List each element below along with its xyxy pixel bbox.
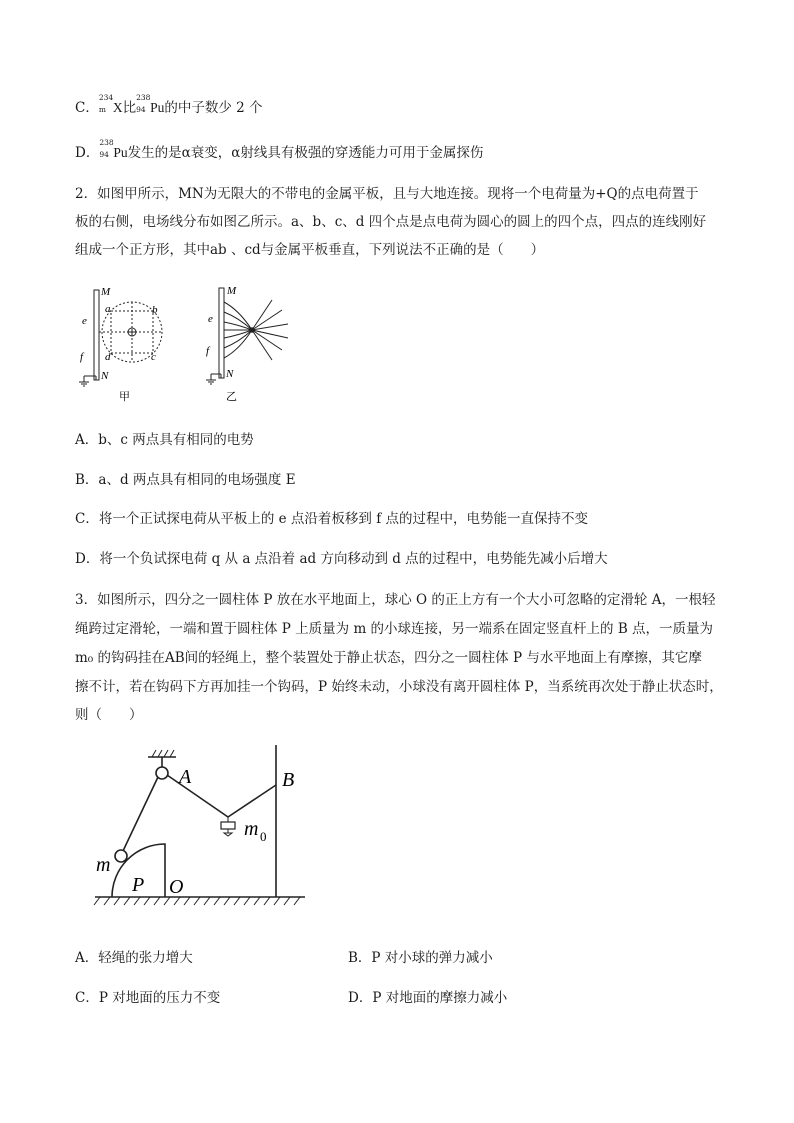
- caption-yi: 乙: [226, 391, 237, 403]
- q3-option-c: C．P 对地面的压力不变: [75, 990, 221, 1006]
- q2-stem-line-3: 组成一个正方形，其中ab 、cd与金属平板垂直，下列说法不正确的是（ ）: [75, 242, 545, 258]
- q3-stem-line-4: 擦不计，若在钩码下方再加挂一个钩码，P 始终未动，小球没有离开圆柱体 P，当系统再次处于静止状态时，: [75, 679, 723, 695]
- label-m: m: [96, 854, 111, 876]
- rope-to-ball: [123, 777, 158, 851]
- q3-figure: [90, 745, 320, 915]
- q3-option-a: A．轻绳的张力增大: [75, 950, 193, 966]
- q2-option-a: A．b、c 两点具有相同的电势: [75, 432, 254, 448]
- q2-option-b: B．a、d 两点具有相同的电场强度 E: [75, 472, 296, 488]
- q2-option-d: D．将一个负试探电荷 q 从 a 点沿着 ad 方向移动到 d 点的过程中，电势能先减小后增大: [75, 551, 608, 567]
- label-B: B: [282, 769, 295, 791]
- q2-figure: [74, 282, 314, 407]
- rope-to-B: [228, 785, 276, 817]
- q1-option-d: D． 238 94 Pu发生的是α衰变，α射线具有极强的穿透能力可用于金属探伤: [75, 138, 484, 161]
- weight-icon: [221, 822, 235, 829]
- caption-jia: 甲: [119, 391, 130, 403]
- label-f-jia: f: [80, 351, 84, 363]
- label-O: O: [169, 876, 184, 898]
- label-c: c: [151, 351, 156, 363]
- label-a: a: [105, 303, 111, 315]
- label-d: d: [105, 351, 111, 363]
- q2-stem-line-1: 2．如图甲所示，MN为无限大的不带电的金属平板，且与大地连接。现将一个电荷量为+Q的点电荷置于: [75, 186, 699, 202]
- q2-option-c: C．将一个正试探电荷从平板上的 e 点沿着板移到 f 点的过程中，电势能一直保持不变: [75, 511, 588, 527]
- ground-hatching: [94, 897, 300, 905]
- figure-jia: [79, 290, 162, 386]
- q3-option-b: B．P 对小球的弹力减小: [348, 950, 493, 966]
- metal-plate-jia: [94, 290, 99, 380]
- q2-stem-line-2: 板的右侧，电场线分布如图乙所示。a、b、c、d 四个点是点电荷为圆心的圆上的四个点，四点的连线刚好: [75, 214, 707, 230]
- label-N-yi: N: [226, 368, 234, 380]
- label-f-yi: f: [206, 345, 210, 357]
- q3-stem-line-1: 3．如图所示，四分之一圆柱体 P 放在水平地面上，球心 O 的正上方有一个大小可忽略的定滑轮 A，一根轻: [75, 592, 716, 608]
- q3-stem-line-3: m₀ 的钩码挂在AB间的轻绳上，整个装置处于静止状态，四分之一圆柱体 P 与水平地面上有摩擦，其它摩: [75, 650, 702, 666]
- label-N-jia: N: [101, 370, 109, 382]
- q3-stem-line-2: 绳跨过定滑轮，一端和置于圆柱体 P 上质量为 m 的小球连接，另一端系在固定竖直杆上的 B 点，一质量为: [75, 621, 714, 637]
- q3-stem-line-5: 则（ ）: [75, 707, 143, 723]
- label-M-yi: M: [227, 285, 237, 297]
- metal-plate-yi: [219, 288, 224, 378]
- label-b: b: [152, 304, 158, 316]
- label-m0-sub: 0: [260, 829, 267, 844]
- label-e-jia: e: [82, 315, 87, 327]
- rope-to-hook: [167, 775, 228, 817]
- ball-icon: [115, 850, 127, 862]
- label-m0: m: [244, 818, 259, 840]
- figure-yi: [206, 288, 288, 384]
- label-e-yi: e: [208, 313, 213, 325]
- q3-option-d: D．P 对地面的摩擦力减小: [348, 990, 508, 1006]
- q1-option-c: C． 234 m X比 238 94 Pu的中子数少 2 个: [75, 93, 263, 116]
- label-M-jia: M: [101, 286, 111, 298]
- label-A: A: [179, 766, 192, 788]
- label-P: P: [132, 874, 145, 896]
